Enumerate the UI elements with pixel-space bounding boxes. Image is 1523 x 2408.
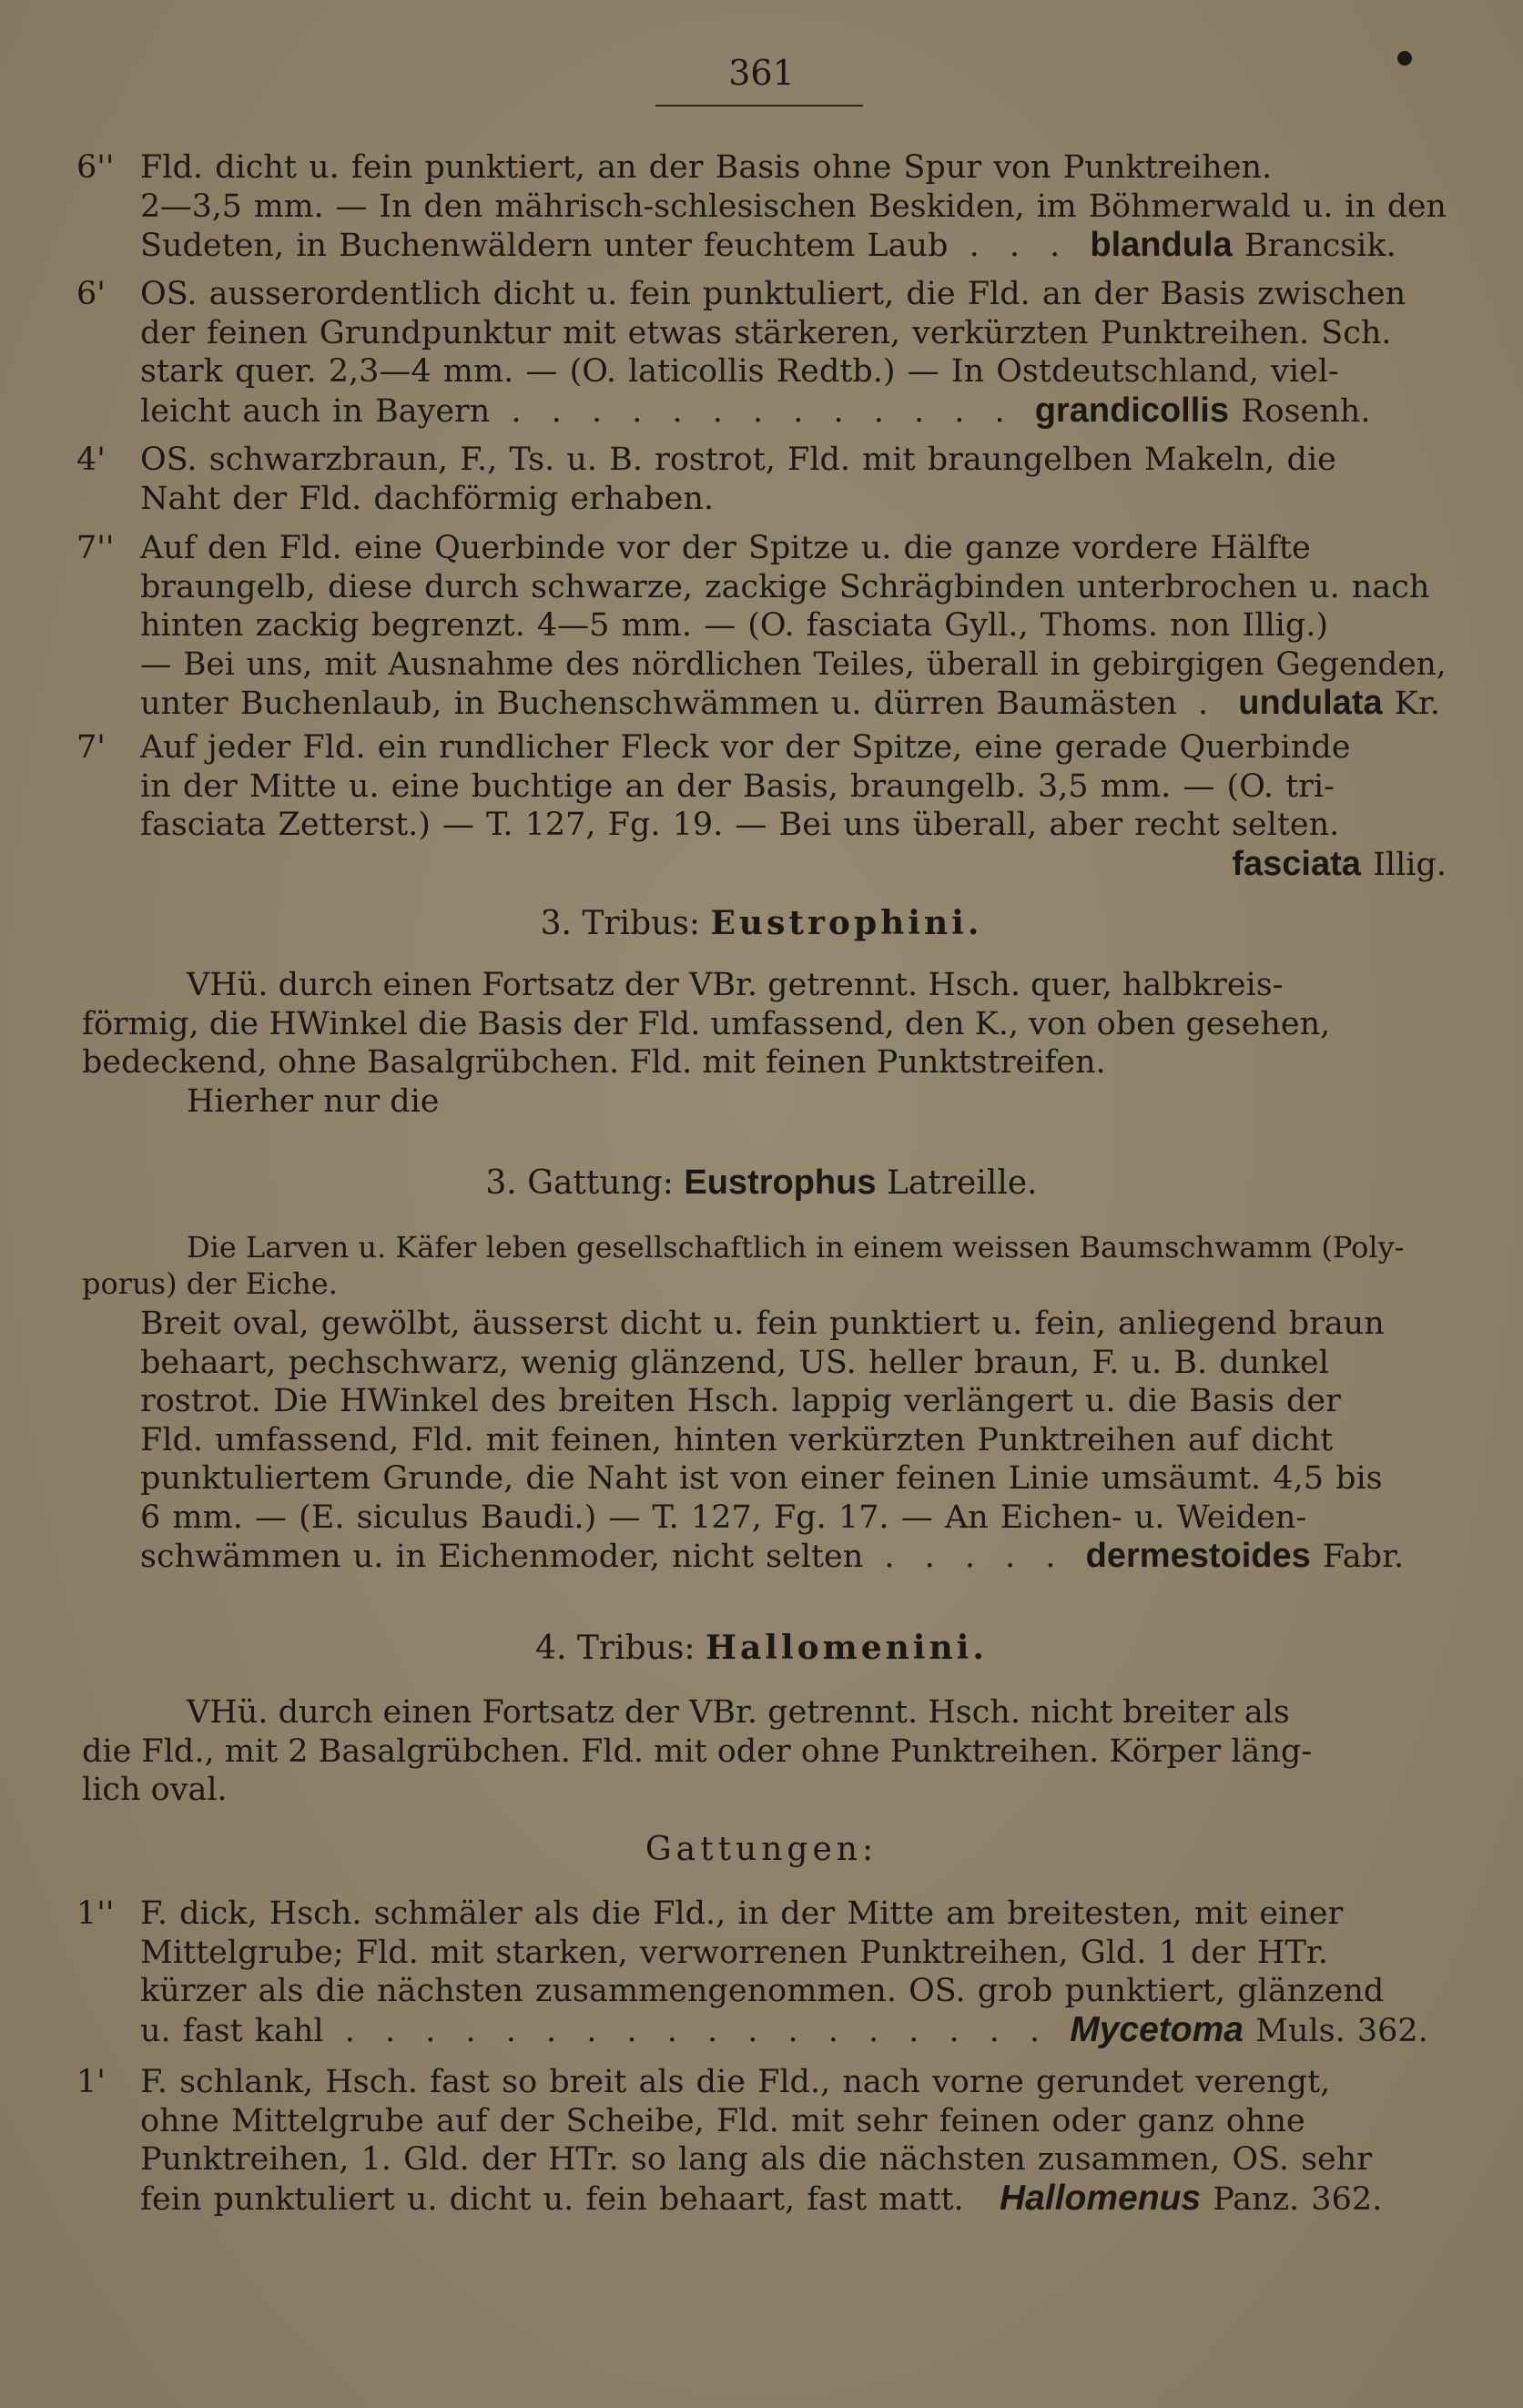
- genus-name: Hallomenus: [1000, 2178, 1202, 2218]
- tribus-description: [82, 1693, 1447, 1810]
- text-line: 6 mm. — (E. siculus Baudi.) — T. 127, Fg. 17. — An Eichen- u. Weiden-: [140, 1499, 1307, 1536]
- text-fragment: leicht auch in Bayern: [140, 392, 491, 430]
- text-line: Auf jeder Fld. ein rundlicher Fleck vor der Spitze, eine gerade Querbinde: [140, 729, 1351, 766]
- text-line: Breit oval, gewölbt, äusserst dicht u. fein punktiert u. fein, anliegend braun: [140, 1306, 1385, 1342]
- species-author: Fabr.: [1322, 1539, 1405, 1575]
- species-author: Kr.: [1394, 686, 1440, 722]
- text-line: Naht der Fld. dachförmig erhaben.: [140, 480, 715, 517]
- species-name: dermestoides: [1085, 1537, 1311, 1575]
- text-line: die Fld., mit 2 Basalgrübchen. Fld. mit oder ohne Punktreihen. Körper läng-: [82, 1732, 1313, 1770]
- entry-marker: 1'': [76, 1895, 115, 1932]
- species-name: fasciata: [1232, 844, 1361, 883]
- text-line: bedeckend, ohne Basalgrübchen. Fld. mit feinen Punktstreifen.: [82, 1044, 1106, 1081]
- entry-marker: 1': [76, 2064, 106, 2100]
- heading-prefix: 3. Tribus:: [540, 905, 700, 942]
- genus-author: Muls. 362.: [1255, 2012, 1428, 2049]
- heading-prefix: 3. Gattung:: [485, 1164, 674, 1202]
- species-line: [140, 845, 1447, 885]
- text-line: stark quer. 2,3—4 mm. — (O. laticollis Redtb.) — In Ostdeutschland, viel-: [140, 353, 1339, 390]
- text-line: Hierher nur die: [187, 1082, 440, 1120]
- ink-spot: [1397, 51, 1412, 66]
- species-author: Illig.: [1373, 846, 1447, 883]
- text-line: hinten zackig begrenzt. 4—5 mm. — (O. fasciata Gyll., Thoms. non Illig.): [140, 607, 1329, 644]
- text-line: [140, 2179, 1447, 2220]
- text-line: VHü. durch einen Fortsatz der VBr. getrennt. Hsch. quer, halbkreis-: [187, 967, 1284, 1003]
- genus-author: Latreille.: [886, 1164, 1038, 1202]
- entry-marker: 7': [76, 729, 106, 766]
- text-line: braungelb, diese durch schwarze, zackige Schrägbinden unterbrochen u. nach: [140, 568, 1430, 605]
- entry-text: [140, 728, 1447, 884]
- text-line: [140, 391, 1447, 432]
- text-line: Mittelgrube; Fld. mit starken, verworrenen Punktreihen, Gld. 1 der HTr.: [140, 1934, 1328, 1971]
- species-author: Rosenh.: [1241, 392, 1371, 430]
- text-line: [140, 226, 1447, 266]
- text-line: 2—3,5 mm. — In den mährisch-schlesischen Beskiden, im Böhmerwald u. in den: [140, 188, 1447, 225]
- text-line: [140, 1537, 1447, 1577]
- text-line: ohne Mittelgrube auf der Scheibe, Fld. mit sehr feinen oder ganz ohne: [140, 2102, 1305, 2139]
- species-name: blandula: [1090, 226, 1233, 264]
- genus-author: Panz. 362.: [1213, 2180, 1383, 2218]
- dot-leader: . . . . . . . . . . . . .: [490, 392, 1035, 430]
- text-line: Fld. umfassend, Fld. mit feinen, hinten verkürzten Punktreihen auf dicht: [140, 1421, 1334, 1458]
- entry-text: [140, 529, 1447, 724]
- tribus-description: [82, 966, 1447, 1121]
- dot-leader: . . . . .: [863, 1539, 1086, 1575]
- text-line: Fld. dicht u. fein punktiert, an der Basis ohne Spur von Punktreihen.: [140, 149, 1273, 186]
- entry-text: [140, 2063, 1447, 2219]
- entry-marker: 7'': [76, 530, 115, 566]
- text-line: behaart, pechschwarz, wenig glänzend, US. heller braun, F. u. B. dunkel: [140, 1344, 1329, 1381]
- text-line: förmig, die HWinkel die Basis der Fld. umfassend, den K., von oben gesehen,: [82, 1005, 1331, 1042]
- text-line: OS. ausserordentlich dicht u. fein punktuliert, die Fld. an der Basis zwischen: [140, 276, 1406, 312]
- entry-text: [140, 148, 1447, 266]
- text-line: OS. schwarzbraun, F., Ts. u. B. rostrot, Fld. mit braungelben Makeln, die: [140, 442, 1336, 478]
- entry-marker: 6'': [76, 149, 115, 186]
- entry-text: [140, 441, 1447, 518]
- text-line: Die Larven u. Käfer leben gesellschaftlich in einem weissen Baumschwamm (Poly-: [187, 1230, 1405, 1265]
- tribus-name: Eustrophini.: [710, 904, 983, 942]
- gattungen-heading: Gattungen:: [645, 1831, 878, 1868]
- text-line: punktuliertem Grunde, die Naht ist von einer feinen Linie umsäumt. 4,5 bis: [140, 1460, 1383, 1497]
- page-number: 361: [728, 53, 795, 93]
- text-line: Punktreihen, 1. Gld. der HTr. so lang als die nächsten zusammen, OS. sehr: [140, 2141, 1373, 2178]
- text-line: F. dick, Hsch. schmäler als die Fld., in der Mitte am breitesten, mit einer: [140, 1895, 1344, 1932]
- text-line: porus) der Eiche.: [82, 1266, 338, 1301]
- text-line: in der Mitte u. eine buchtige an der Basis, braungelb. 3,5 mm. — (O. tri-: [140, 767, 1335, 805]
- dot-leader: . . .: [948, 228, 1091, 264]
- species-author: Brancsik.: [1244, 228, 1396, 264]
- text-line: — Bei uns, mit Ausnahme des nördlichen Teiles, überall in gebirgigen Gegenden,: [140, 645, 1447, 683]
- species-name: grandicollis: [1034, 391, 1229, 430]
- tribus-heading: [0, 903, 1523, 944]
- entry-marker: 4': [76, 442, 106, 478]
- species-name: undulata: [1238, 684, 1383, 722]
- entry-text: [140, 1895, 1447, 2050]
- gattung-heading: [0, 1163, 1523, 1204]
- entry-marker: 6': [76, 276, 106, 312]
- text-line: [140, 684, 1447, 724]
- text-fragment: unter Buchenlaub, in Buchenschwämmen u. dürren Baumästen: [140, 686, 1177, 722]
- dot-leader: . . . . . . . . . . . . . . . . . .: [323, 2012, 1071, 2049]
- tribus-name: Hallomenini.: [705, 1629, 988, 1667]
- text-line: fasciata Zetterst.) — T. 127, Fg. 19. — Bei uns überall, aber recht selten.: [140, 807, 1340, 843]
- text-fragment: u. fast kahl: [140, 2012, 324, 2049]
- dot-leader: .: [1176, 686, 1239, 722]
- text-fragment: Sudeten, in Buchenwäldern unter feuchtem Laub: [140, 228, 949, 264]
- genus-name: Mycetoma: [1070, 2009, 1244, 2049]
- entry-text: [140, 275, 1447, 431]
- text-line: F. schlank, Hsch. fast so breit als die Fld., nach vorne gerundet verengt,: [140, 2064, 1331, 2100]
- text-line: kürzer als die nächsten zusammengenommen. OS. grob punktiert, glänzend: [140, 1973, 1385, 2009]
- gattung-description: [140, 1305, 1447, 1577]
- text-line: der feinen Grundpunktur mit etwas stärkeren, verkürzten Punktreihen. Sch.: [140, 314, 1392, 351]
- text-line: Auf den Fld. eine Querbinde vor der Spitze u. die ganze vordere Hälfte: [140, 530, 1311, 566]
- text-line: rostrot. Die HWinkel des breiten Hsch. lappig verlängert u. die Basis der: [140, 1383, 1341, 1419]
- text-line: [140, 2011, 1447, 2051]
- text-fragment: schwämmen u. in Eichenmoder, nicht selten: [140, 1539, 864, 1575]
- header-rule: [655, 105, 863, 107]
- text-line: lich oval.: [82, 1772, 228, 1808]
- text-line: VHü. durch einen Fortsatz der VBr. getrennt. Hsch. nicht breiter als: [187, 1694, 1290, 1731]
- text-fragment: fein punktuliert u. dicht u. fein behaart, fast matt.: [140, 2180, 964, 2218]
- heading-prefix: 4. Tribus:: [535, 1630, 696, 1667]
- tribus-heading: [0, 1628, 1523, 1669]
- gattung-note: [82, 1229, 1447, 1302]
- genus-name: Eustrophus: [684, 1163, 877, 1202]
